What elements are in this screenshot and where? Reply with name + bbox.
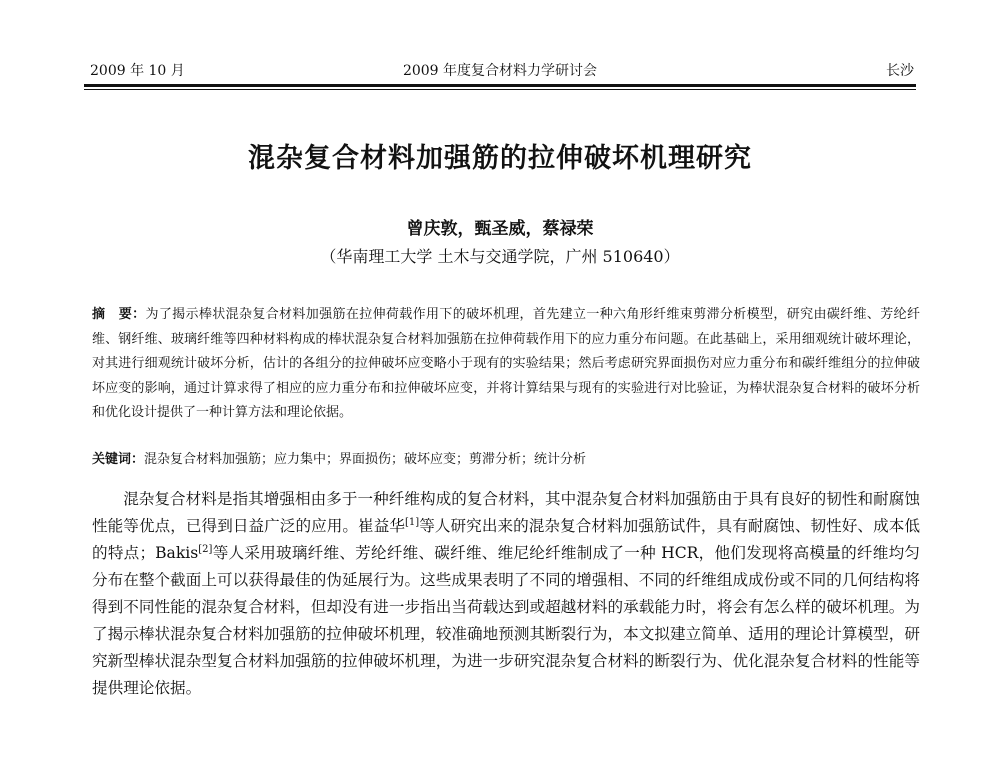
header-location: 长沙 [886,63,914,79]
paper-affiliation: （华南理工大学 土木与交通学院，广州 510640） [320,247,680,266]
citation-ref-2: [2] [198,543,213,555]
header-date: 2009 年 10 月 [90,63,185,79]
body-text-part1: 混杂复合材料是指其增强相由多于一种纤维构成的复合材料，其中混杂复合材料加强筋由于具有良好的韧性和耐腐蚀性能等优点，已得到日益广泛的应用。崔益华 [92,490,920,535]
header-rule-thin [84,89,916,90]
keywords-text: 混杂复合材料加强筋；应力集中；界面损伤；破坏应变；剪滞分析；统计分析 [144,452,587,467]
intro-paragraph [92,486,920,702]
header-conference: 2009 年度复合材料力学研讨会 [402,63,598,79]
abstract [92,303,920,426]
header-rule-thick [84,84,916,87]
keywords-label: 关键词： [92,452,145,467]
paper-title: 混杂复合材料加强筋的拉伸破坏机理研究 [248,143,752,174]
citation-ref-1: [1] [405,516,420,528]
keywords [92,448,920,472]
paper-authors: 曾庆敦，甄圣威，蔡禄荣 [406,219,594,239]
abstract-text: 为了揭示棒状混杂复合材料加强筋在拉伸荷载作用下的破坏机理，首先建立一种六角形纤维束剪滞分析模型，研究由碳纤维、芳纶纤维、钢纤维、玻璃纤维等四种材料构成的棒状混杂复合材料加强筋在拉伸荷载作用下的应力重分布问题。在此基础上，采用细观统计破坏理论，对其进行细观统计破坏分析，估计的各组分的拉伸破坏应变略小于现有的实验结果；然后考虑研究界面损伤对应力重分布和碳纤维组分的拉伸破坏应变的影响，通过计算求得了相应的应力重分布和拉伸破坏应变，并将计算结果与现有的实验进行对比验证，为棒状混杂复合材料的破坏分析和优化设计提供了一种计算方法和理论依据。 [92,307,920,420]
body-text-part2: 等人研究出来的混杂复合材料加强筋试件，具有耐腐蚀、韧性好、成本低的特点；Bakis [92,517,920,562]
running-header [84,60,916,82]
body-text-part3: 等人采用玻璃纤维、芳纶纤维、碳纤维、维尼纶纤维制成了一种 HCR，他们发现将高模量的纤维均匀分布在整个截面上可以获得最佳的伪延展行为。这些成果表明了不同的增强相、不同的纤维组成成份或不同的几何结构将得到不同性能的混杂复合材料，但却没有进一步指出当荷载达到或超越材料的承载能力时，将会有怎么样的破坏机理。为了揭示棒状混杂复合材料加强筋的拉伸破坏机理，较准确地预测其断裂行为，本文拟建立简单、适用的理论计算模型，研究新型棒状混杂型复合材料加强筋的拉伸破坏机理，为进一步研究混杂复合材料的断裂行为、优化混杂复合材料的性能等提供理论依据。 [92,544,920,697]
abstract-label: 摘 要： [92,307,146,322]
